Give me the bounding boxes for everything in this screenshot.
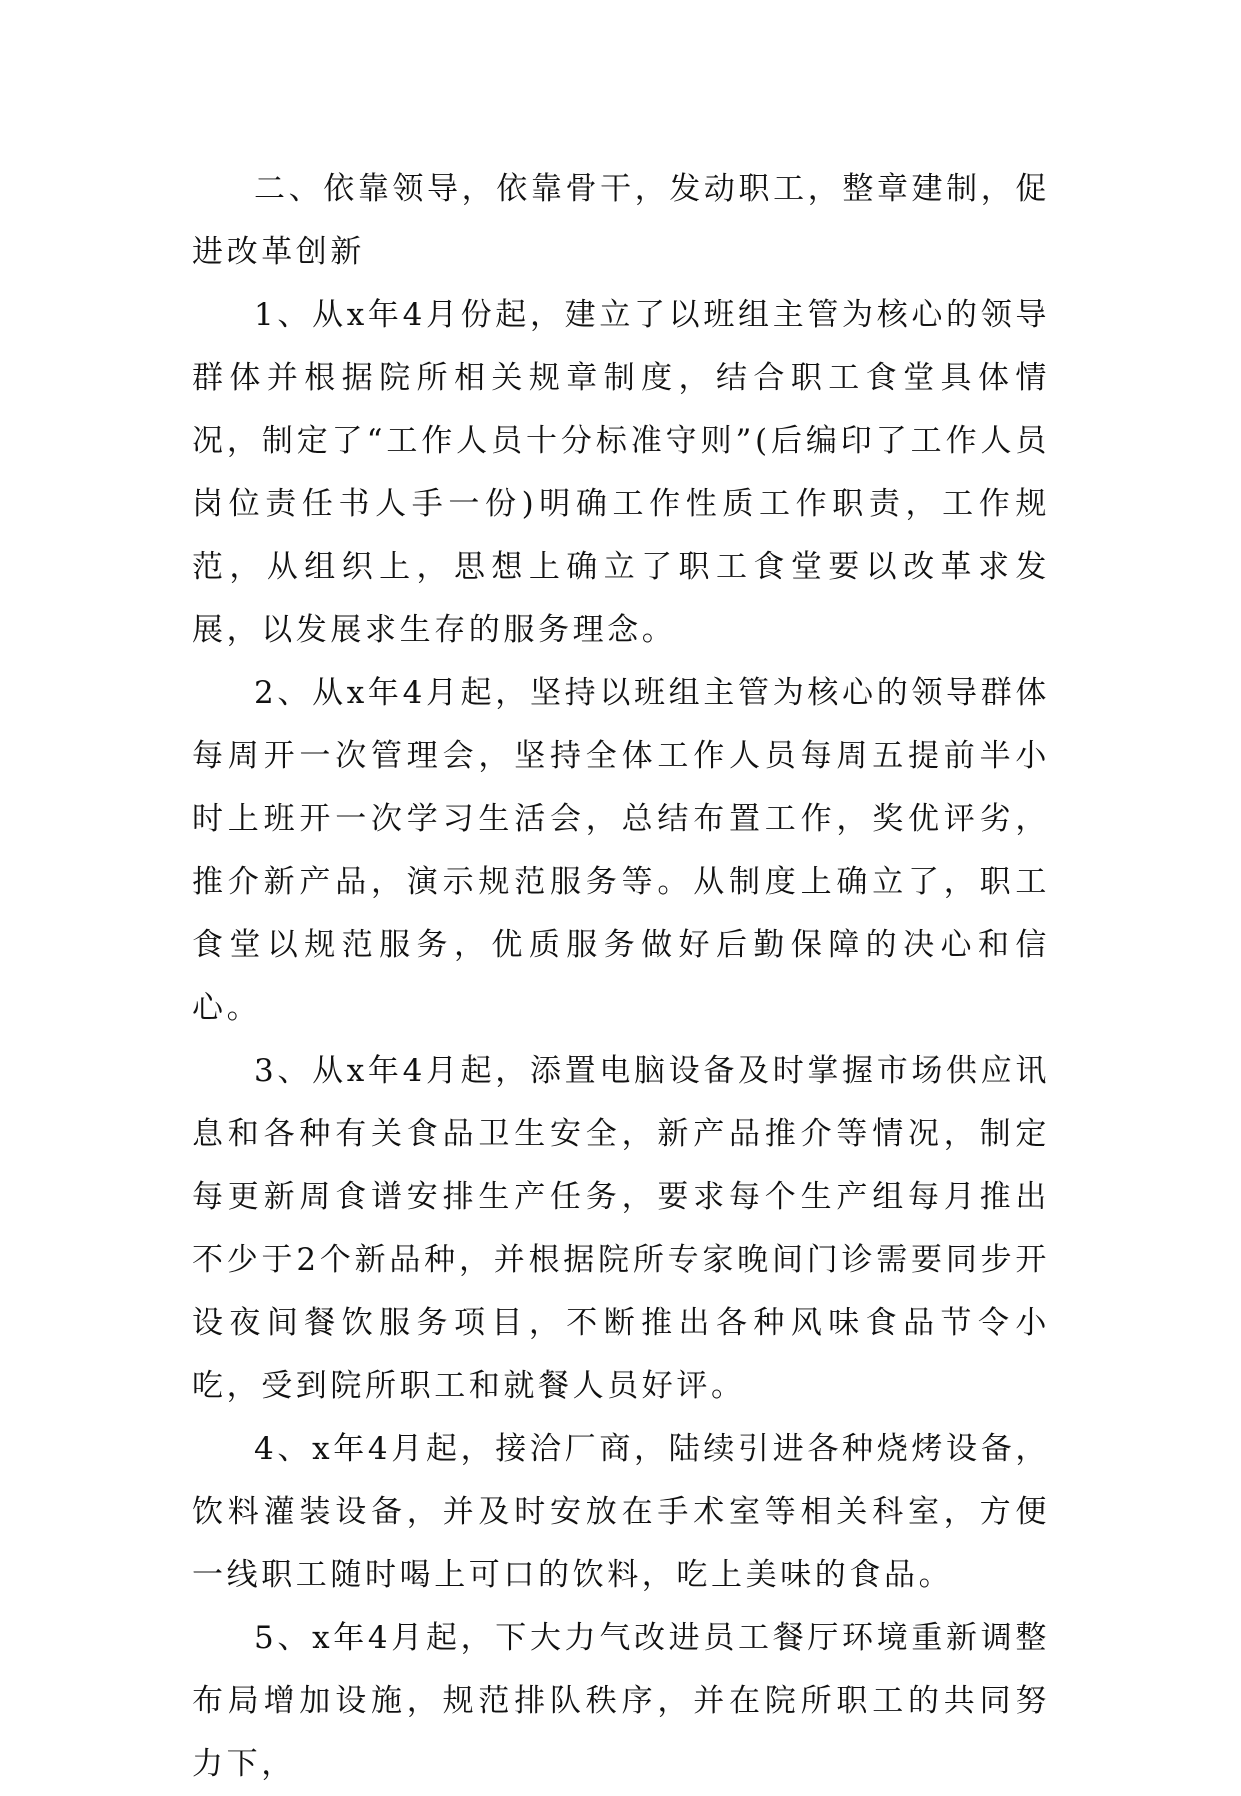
paragraph-4: 4、x年4月起，接洽厂商，陆续引进各种烧烤设备，饮料灌装设备，并及时安放在手术室等相关科室，方便一线职工随时喝上可口的饮料，吃上美味的食品。 xyxy=(192,1431,1050,1593)
paragraph-1: 1、从x年4月份起，建立了以班组主管为核心的领导群体并根据院所相关规章制度，结合职工食堂具体情况，制定了“工作人员十分标准守则”(后编印了工作人员岗位责任书人手一份)明确工作性质工作职责，工作规范，从组织上，思想上确立了职工食堂要以改革求发展，以发展求生存的服务理念。 xyxy=(192,297,1050,648)
paragraph-3: 3、从x年4月起，添置电脑设备及时掌握市场供应讯息和各种有关食品卫生安全，新产品推介等情况，制定每更新周食谱安排生产任务，要求每个生产组每月推出不少于2个新品种，并根据院所专家晚间门诊需要同步开设夜间餐饮服务项目，不断推出各种风味食品节令小吃，受到院所职工和就餐人员好评。 xyxy=(192,1053,1050,1404)
paragraph-2: 2、从x年4月起，坚持以班组主管为核心的领导群体每周开一次管理会，坚持全体工作人员每周五提前半小时上班开一次学习生活会，总结布置工作，奖优评劣，推介新产品，演示规范服务等。从制度上确立了，职工食堂以规范服务，优质服务做好后勤保障的决心和信心。 xyxy=(192,675,1050,1026)
paragraph-5: 5、x年4月起，下大力气改进员工餐厅环境重新调整布局增加设施，规范排队秩序，并在院所职工的共同努力下， xyxy=(192,1620,1050,1782)
section-heading: 二、依靠领导，依靠骨干，发动职工，整章建制，促进改革创新 xyxy=(192,171,1050,270)
document-body xyxy=(192,158,1050,1796)
